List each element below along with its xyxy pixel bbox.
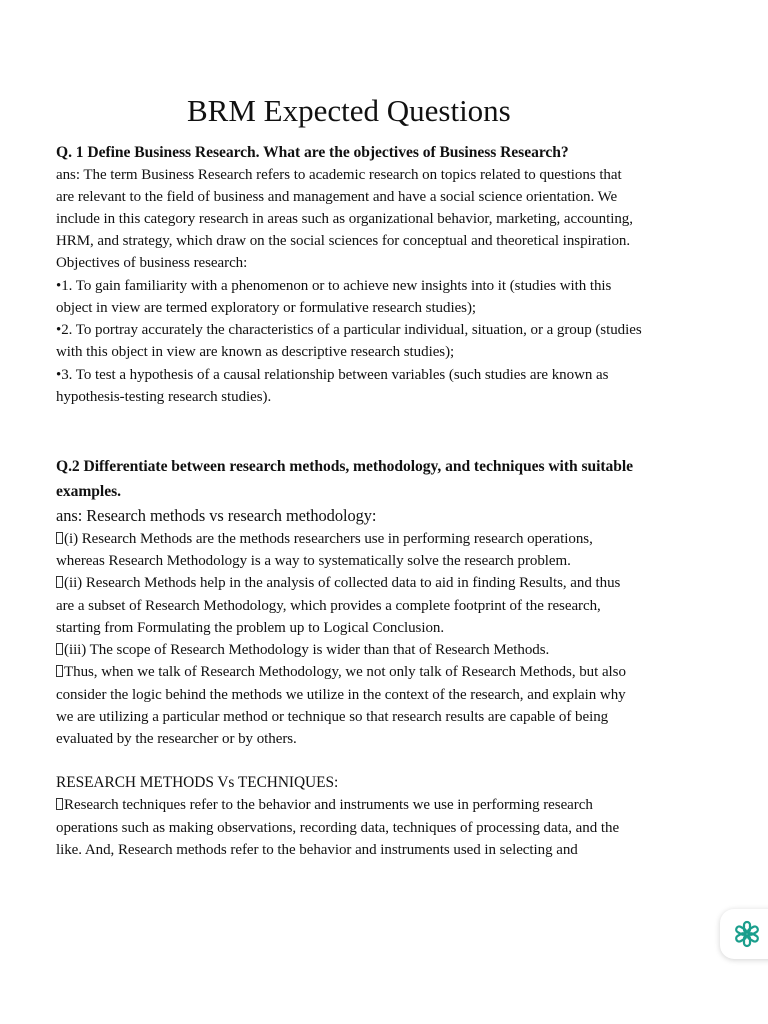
q1-line: •3. To test a hypothesis of a causal relationship between variables (such studies are known as: [56, 367, 609, 383]
q2-line: Thus, when we talk of Research Methodology, we not only talk of Research Methods, but also: [56, 661, 626, 683]
q1-line: •1. To gain familiarity with a phenomenon or to achieve new insights into it (studies with this: [56, 278, 612, 294]
q1-line: •2. To portray accurately the characteristics of a particular individual, situation, or a group (studies: [56, 322, 642, 338]
page-title: BRM Expected Questions: [187, 93, 511, 128]
q1-line: hypothesis-testing research studies).: [56, 389, 272, 405]
q2-line: Research techniques refer to the behavior and instruments we use in performing research: [56, 794, 593, 816]
q2-line: are a subset of Research Methodology, which provides a complete footprint of the research,: [56, 598, 601, 614]
q1-line: Objectives of business research:: [56, 255, 248, 271]
q2-heading: Q.2 Differentiate between research methods, methodology, and techniques with suitable: [56, 458, 634, 475]
q1-line: are relevant to the field of business and management and have a social science orientation. We: [56, 189, 618, 205]
q2-line: we are utilizing a particular method or technique so that research results are capable of being: [56, 709, 609, 725]
q2-line: evaluated by the researcher or by others.: [56, 731, 297, 747]
ai-assistant-icon: [732, 919, 762, 949]
q2-line: (ii) Research Methods help in the analysis of collected data to aid in finding Results, and thus: [56, 572, 620, 594]
q1-line: ans: The term Business Research refers to academic research on topics related to questions that: [56, 167, 622, 183]
q2-line: (iii) The scope of Research Methodology is wider than that of Research Methods.: [56, 639, 549, 661]
q2-heading: examples.: [56, 483, 121, 500]
q2-line: operations such as making observations, recording data, techniques of processing data, and the: [56, 820, 620, 836]
q2-line: starting from Formulating the problem up to Logical Conclusion.: [56, 620, 445, 636]
q2-answer-lead: ans: Research methods vs research methodology:: [56, 506, 377, 525]
missing-glyph-icon: [56, 576, 63, 588]
q1-heading: Q. 1 Define Business Research. What are the objectives of Business Research?: [56, 144, 569, 161]
q2-line: consider the logic behind the methods we utilize in the context of the research, and explain why: [56, 687, 626, 703]
q2-subheading: RESEARCH METHODS Vs TECHNIQUES:: [56, 774, 339, 791]
missing-glyph-icon: [56, 532, 63, 544]
missing-glyph-icon: [56, 643, 63, 655]
q1-line: with this object in view are known as descriptive research studies);: [56, 344, 455, 360]
q1-line: include in this category research in areas such as organizational behavior, marketing, accounting,: [56, 211, 633, 227]
missing-glyph-icon: [56, 665, 63, 677]
q2-line: like. And, Research methods refer to the behavior and instruments used in selecting and: [56, 842, 578, 858]
missing-glyph-icon: [56, 798, 63, 810]
q1-line: HRM, and strategy, which draw on the social sciences for conceptual and theoretical inspiration.: [56, 233, 631, 249]
q1-line: object in view are termed exploratory or formulative research studies);: [56, 300, 477, 316]
q2-line: whereas Research Methodology is a way to systematically solve the research problem.: [56, 553, 571, 569]
assistant-button[interactable]: [720, 909, 768, 959]
q2-line: (i) Research Methods are the methods researchers use in performing research operations,: [56, 528, 593, 550]
